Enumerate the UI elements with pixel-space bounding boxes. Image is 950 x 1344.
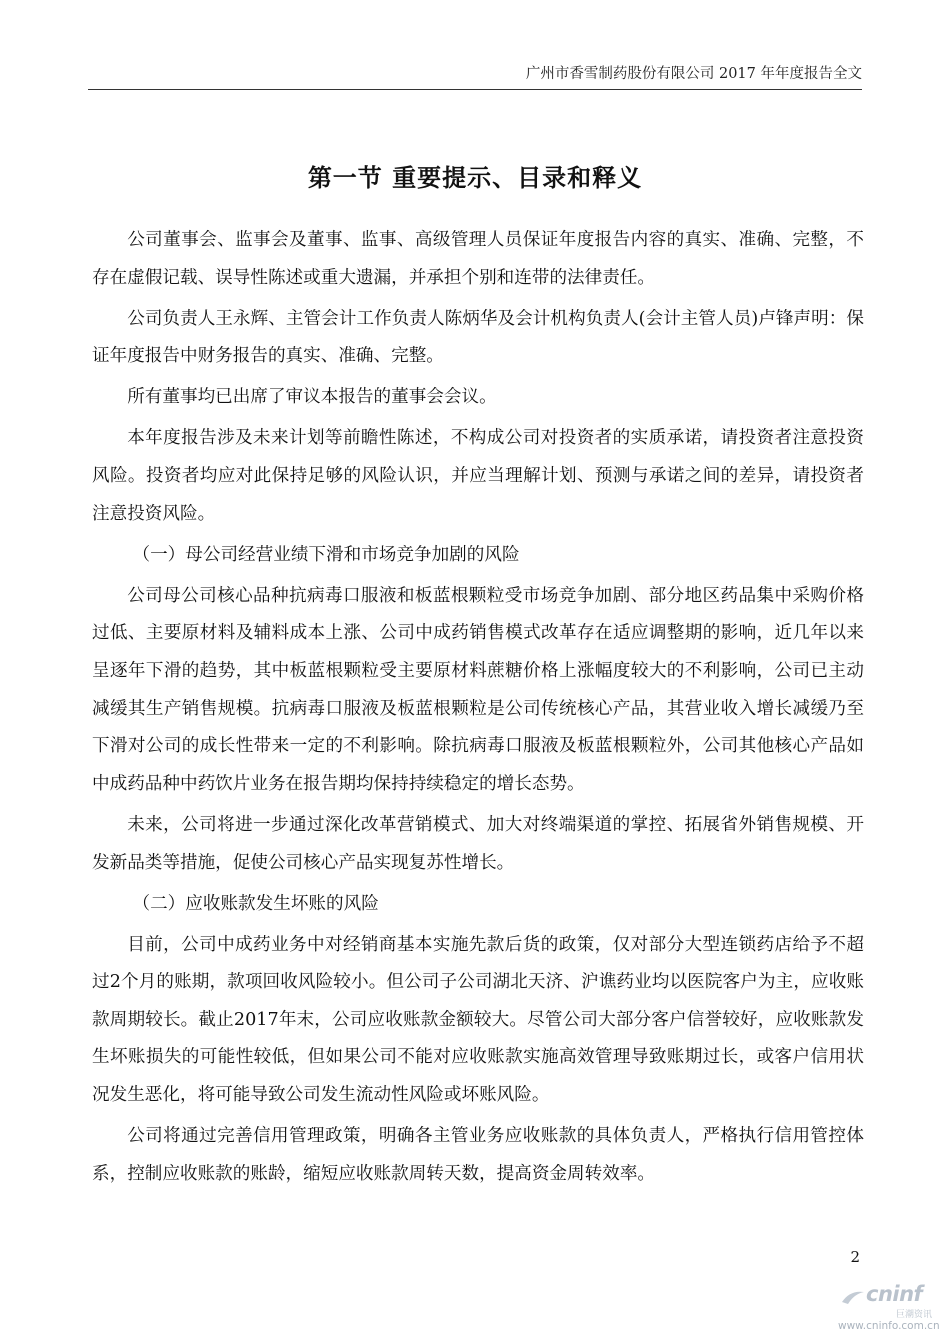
cninfo-swoosh-icon: [840, 1288, 866, 1306]
watermark-url: www.cninfo.com.cn: [838, 1320, 940, 1332]
watermark-logo-text: cninf: [866, 1282, 923, 1306]
watermark-brand: 巨潮资讯: [896, 1310, 933, 1320]
paragraph-risk-2-response: 公司将通过完善信用管理政策，明确各主管业务应收账款的具体负责人，严格执行信用管控体系，控制应收账款的账龄，缩短应收账款周转天数，提高资金周转效率。: [92, 1126, 864, 1184]
paragraph-responsibility-statement: 公司董事会、监事会及董事、监事、高级管理人员保证年度报告内容的真实、准确、完整，不存在虚假记载、误导性陈述或重大遗漏，并承担个别和连带的法律责任。: [92, 230, 864, 288]
paragraph-board-attendance: 所有董事均已出席了审议本报告的董事会会议。: [127, 387, 497, 408]
paragraph-risk-1-response: 未来，公司将进一步通过深化改革营销模式、加大对终端渠道的掌控、拓展省外销售规模、开发新品类等措施，促使公司核心产品实现复苏性增长。: [92, 814, 864, 873]
subheading-risk-1: （一）母公司经营业绩下滑和市场竞争加剧的风险: [132, 544, 520, 565]
paragraph-officers-declaration: 公司负责人王永辉、主管会计工作负责人陈炳华及会计机构负责人(会计主管人员)卢锋声明：保证年度报告中财务报告的真实、准确、完整。: [92, 308, 864, 367]
paragraph-risk-1-detail: 公司母公司核心品种抗病毒口服液和板蓝根颗粒受市场竞争加剧、部分地区药品集中采购价格过低、主要原材料及辅料成本上涨、公司中成药销售模式改革存在适应调整期的影响，近几年以来呈逐年下滑的趋势，其中板蓝根颗粒受主要原材料蔗糖价格上涨幅度较大的不利影响，公司已主动减缓其生产销售规模。抗病毒口服液及板蓝根颗粒是公司传统核心产品，其营业收入增长减缓乃至下滑对公司的成长性带来一定的不利影响。除抗病毒口服液及板蓝根颗粒外，公司其他核心产品如中成药品种中药饮片业务在报告期均保持持续稳定的增长态势。: [92, 585, 864, 794]
subheading-risk-2: （二）应收账款发生坏账的风险: [132, 893, 379, 914]
section-title: 第一节 重要提示、目录和释义: [307, 163, 643, 192]
paragraph-risk-2-detail: 目前，公司中成药业务中对经销商基本实施先款后货的政策，仅对部分大型连锁药店给予不超过2个月的账期，款项回收风险较小。但公司子公司湖北天济、沪谯药业均以医院客户为主，应收账款周期较长。截止2017年末，公司应收账款金额较大。尽管公司大部分客户信誉较好，应收账款发生坏账损失的可能性较低，但如果公司不能对应收账款实施高效管理导致账期过长，或客户信用状况发生恶化，将可能导致公司发生流动性风险或坏账风险。: [92, 934, 864, 1106]
cninfo-watermark: [836, 1282, 944, 1338]
running-header: 广州市香雪制药股份有限公司 2017 年年度报告全文: [88, 62, 862, 90]
page-number: 2: [850, 1248, 860, 1266]
document-body: [92, 222, 864, 1197]
paragraph-forward-looking-disclaimer: 本年度报告涉及未来计划等前瞻性陈述，不构成公司对投资者的实质承诺，请投资者注意投资风险。投资者均应对此保持足够的风险认识，并应当理解计划、预测与承诺之间的差异，请投资者注意投资风险。: [92, 428, 864, 524]
